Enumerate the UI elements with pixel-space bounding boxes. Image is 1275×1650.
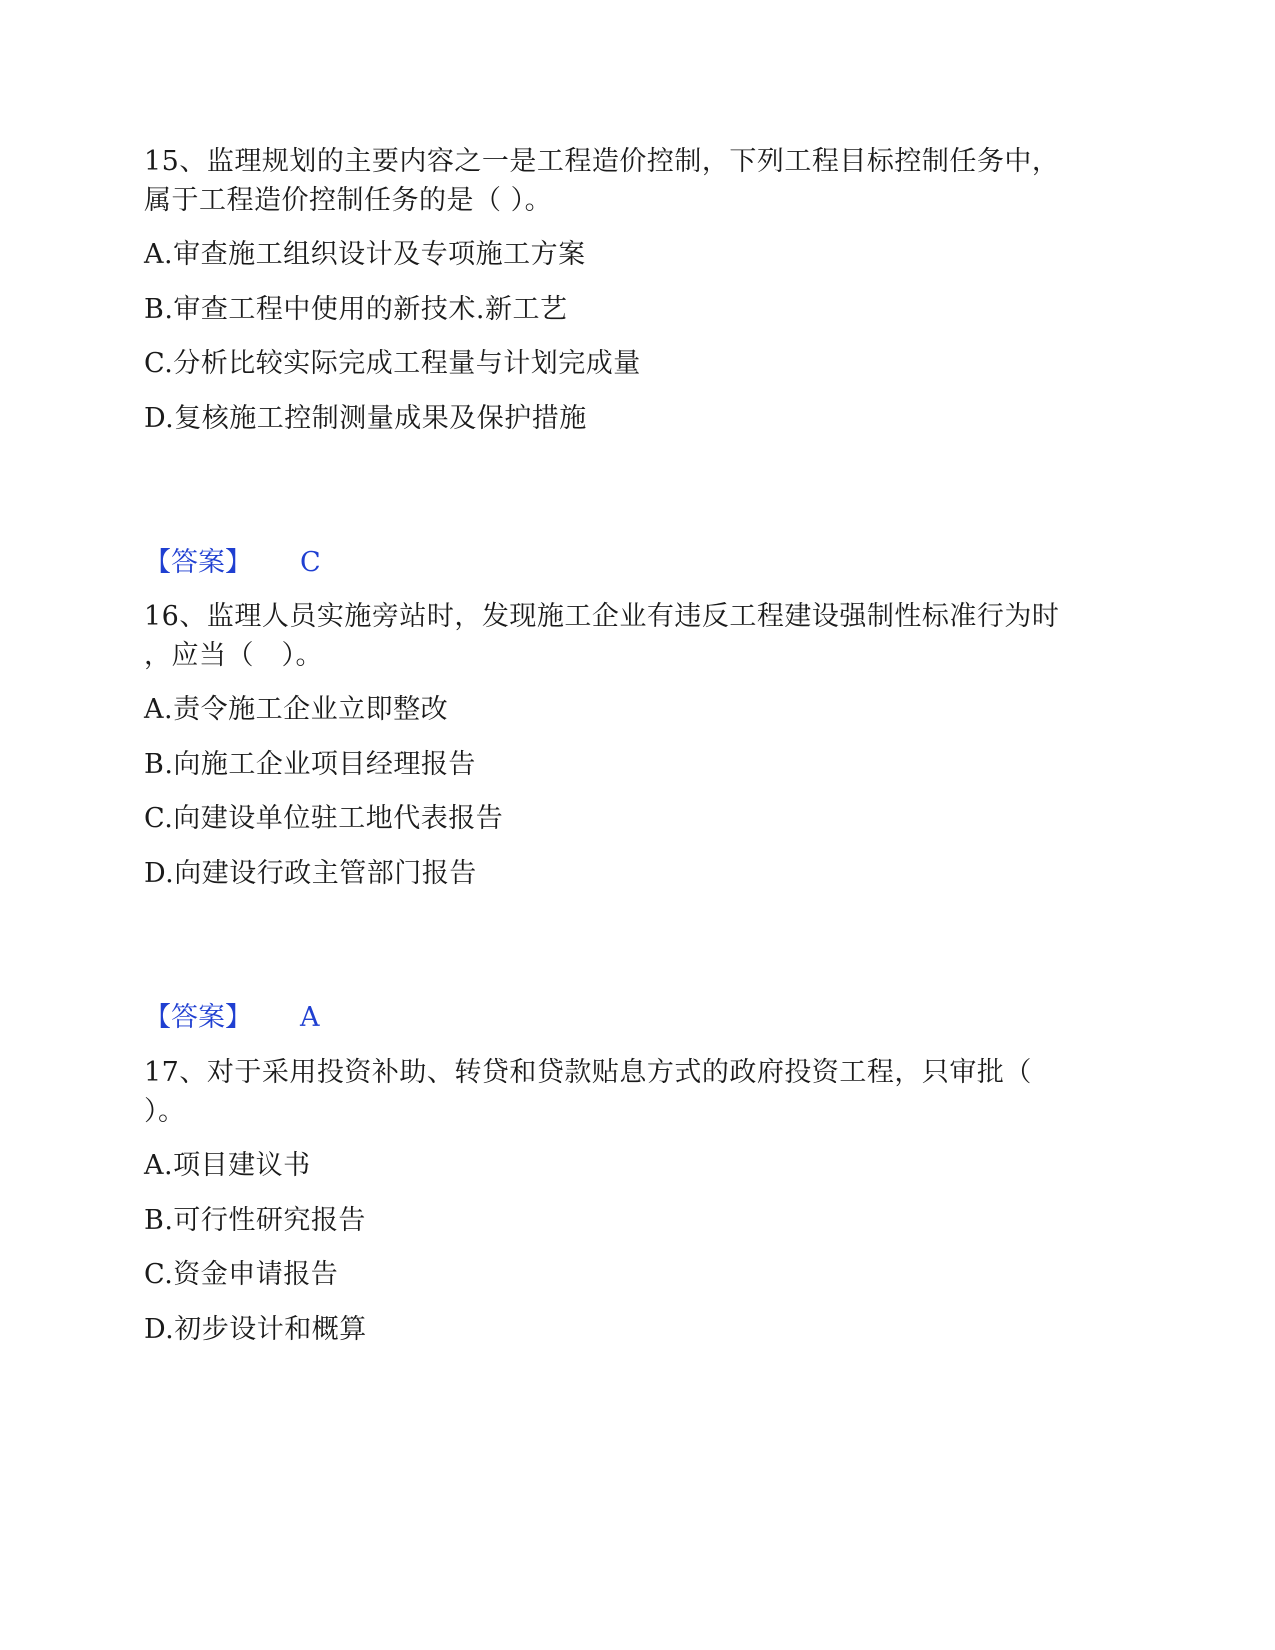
question-15-answer — [144, 546, 321, 580]
question-15-stem-line1: 15、监理规划的主要内容之一是工程造价控制，下列工程目标控制任务中， — [144, 146, 1060, 177]
answer-label: 【答案】 — [144, 547, 252, 578]
question-15-option-d: D.复核施工控制测量成果及保护措施 — [144, 403, 587, 434]
question-17-stem-line2: ）。 — [144, 1096, 186, 1127]
answer-label: 【答案】 — [144, 1002, 252, 1033]
question-16-stem-line1: 16、监理人员实施旁站时，发现施工企业有违反工程建设强制性标准行为时 — [144, 601, 1060, 632]
question-16-option-d: D.向建设行政主管部门报告 — [144, 858, 477, 889]
question-17-option-a: A.项目建议书 — [144, 1150, 311, 1181]
question-17-option-b: B.可行性研究报告 — [144, 1205, 366, 1236]
question-15-option-c: C.分析比较实际完成工程量与计划完成量 — [144, 348, 641, 379]
question-15-stem-line2: 属于工程造价控制任务的是（ ）。 — [144, 185, 553, 216]
question-17-option-c: C.资金申请报告 — [144, 1259, 339, 1290]
question-16-answer — [144, 1001, 320, 1035]
question-16-option-a: A.责令施工企业立即整改 — [144, 694, 449, 725]
question-15-option-a: A.审查施工组织设计及专项施工方案 — [144, 239, 586, 270]
question-16-stem-line2: ，应当（ ）。 — [144, 640, 323, 671]
answer-value: A — [300, 1002, 320, 1033]
question-15-option-b: B.审查工程中使用的新技术.新工艺 — [144, 294, 568, 325]
question-16-option-c: C.向建设单位驻工地代表报告 — [144, 803, 504, 834]
question-17-stem-line1: 17、对于采用投资补助、转贷和贷款贴息方式的政府投资工程，只审批（ — [144, 1057, 1032, 1088]
question-17-option-d: D.初步设计和概算 — [144, 1314, 367, 1345]
question-16-option-b: B.向施工企业项目经理报告 — [144, 749, 476, 780]
answer-value: C — [300, 547, 321, 578]
